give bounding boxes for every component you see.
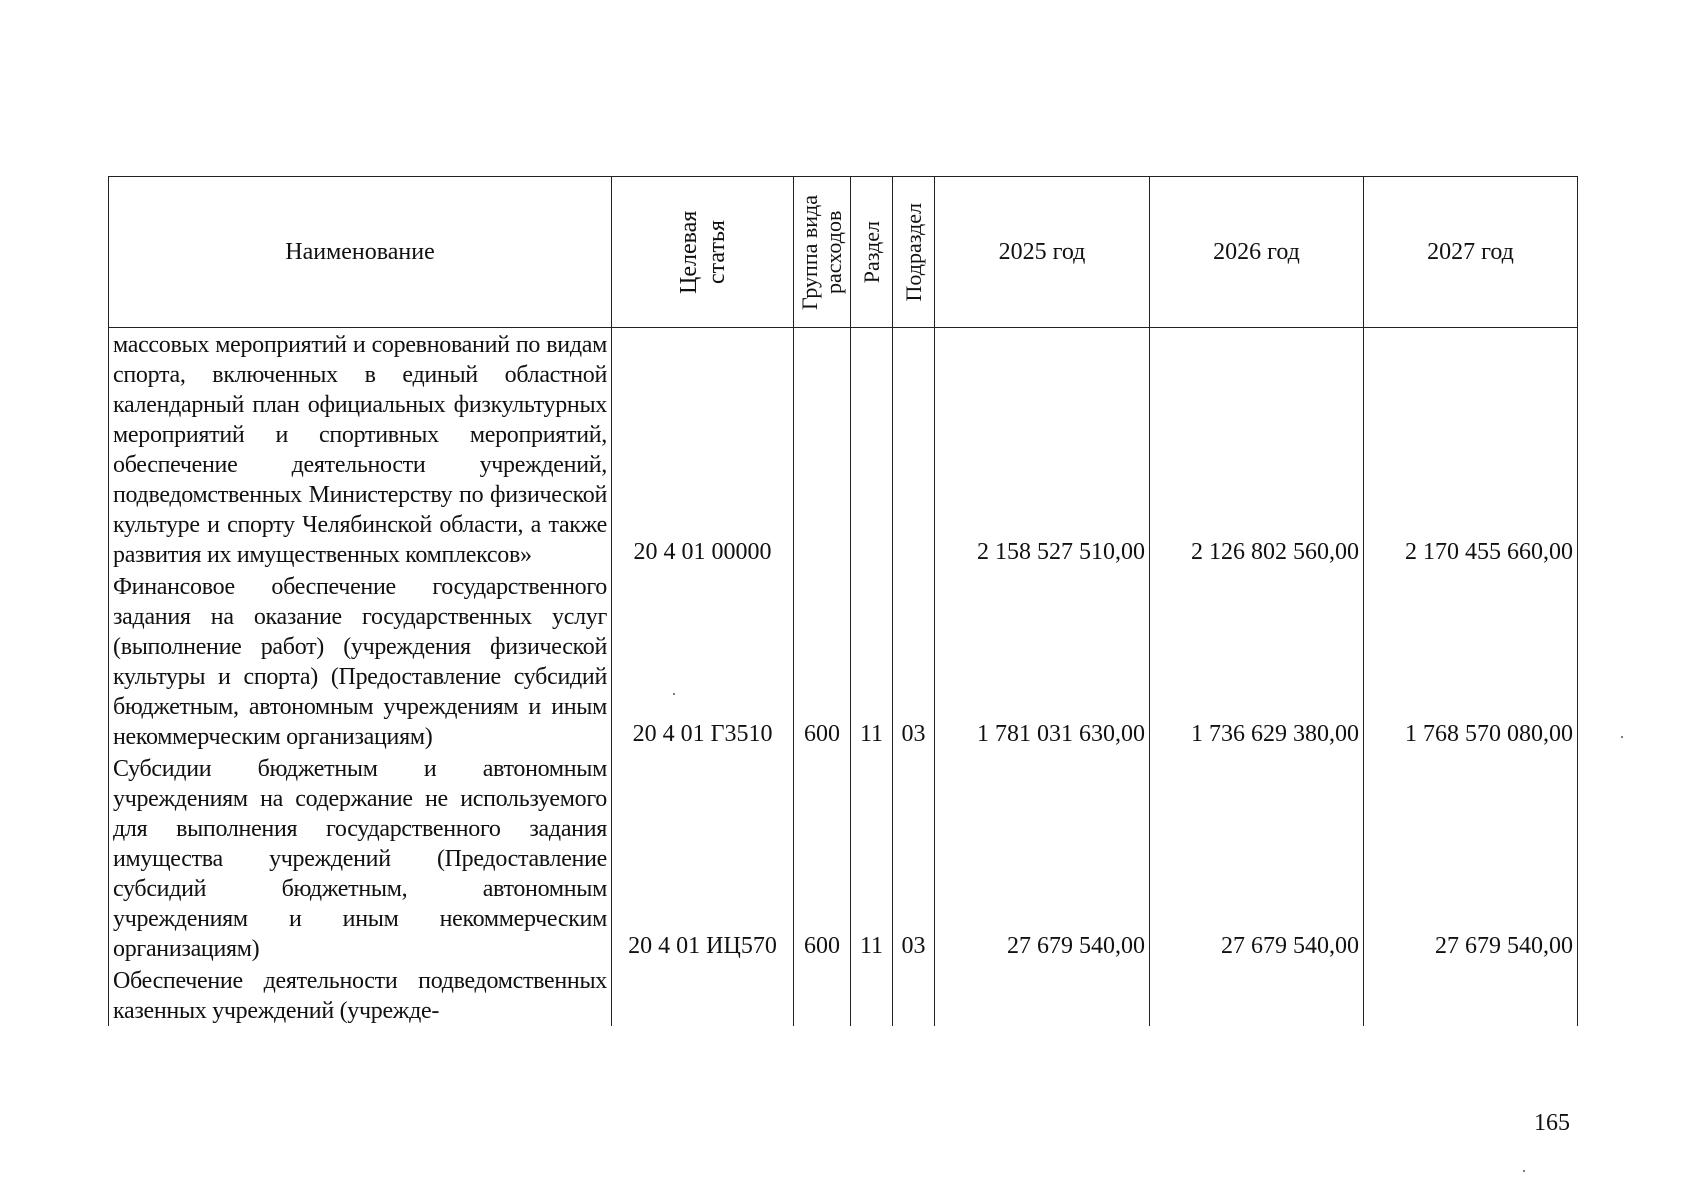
header-target-label: Целевая статья [675, 210, 730, 294]
row-2026 [1150, 964, 1364, 1026]
scan-speck [1621, 736, 1623, 738]
row-name: Субсидии бюджетным и автономным учреждениям на содержание не используемого для выполнения государственного задания имущества учреждений (Предоставление субсидий бюджетным, автономным учреждениям и иным некоммерческим организациям) [109, 752, 612, 964]
header-section [851, 177, 893, 328]
header-2026: 2026 год [1150, 177, 1364, 328]
table-row [109, 328, 1578, 571]
table-row [109, 964, 1578, 1026]
row-target: 20 4 01 ИЦ570 [612, 752, 794, 964]
row-section: 11 [851, 570, 893, 752]
row-name: Обеспечение деятельности подведомственных казенных учреждений (учрежде- [109, 964, 612, 1026]
row-section [851, 964, 893, 1026]
table-row [109, 752, 1578, 964]
row-2025 [935, 964, 1150, 1026]
header-section-label: Раздел [858, 220, 884, 284]
row-2027: 2 170 455 660,00 [1364, 328, 1578, 571]
header-subsection [893, 177, 935, 328]
row-section [851, 328, 893, 571]
row-target: 20 4 01 00000 [612, 328, 794, 571]
row-2026: 27 679 540,00 [1150, 752, 1364, 964]
page-number: 165 [1534, 1110, 1570, 1136]
header-group [794, 177, 851, 328]
row-2027: 1 768 570 080,00 [1364, 570, 1578, 752]
table-row [109, 570, 1578, 752]
row-name: Финансовое обеспечение государственного задания на оказание государственных услуг (выполнение работ) (учреждения физической культуры и спорта) (Предоставление субсидий бюджетным, автономным учреждениям и иным некоммерческим организациям) [109, 570, 612, 752]
row-target: 20 4 01 Г3510 [612, 570, 794, 752]
budget-table [108, 176, 1578, 1026]
header-2027: 2027 год [1364, 177, 1578, 328]
row-group [794, 328, 851, 571]
header-name: Наименование [109, 177, 612, 328]
row-2025: 2 158 527 510,00 [935, 328, 1150, 571]
header-2025: 2025 год [935, 177, 1150, 328]
row-2026: 2 126 802 560,00 [1150, 328, 1364, 571]
row-section: 11 [851, 752, 893, 964]
row-name: массовых мероприятий и соревнований по видам спорта, включенных в единый областной календарный план официальных физкультурных мероприятий и спортивных мероприятий, обеспечение деятельности учреждений, подведомственных Министерству по физической культуре и спорту Челябинской области, а также развития их имущественных комплексов» [109, 328, 612, 571]
row-subsection: 03 [893, 570, 935, 752]
row-group: 600 [794, 752, 851, 964]
row-target [612, 964, 794, 1026]
row-subsection [893, 328, 935, 571]
header-target [612, 177, 794, 328]
row-group: 600 [794, 570, 851, 752]
row-subsection [893, 964, 935, 1026]
row-2027 [1364, 964, 1578, 1026]
row-subsection: 03 [893, 752, 935, 964]
row-2025: 27 679 540,00 [935, 752, 1150, 964]
header-group-label: Группа вида расходов [797, 194, 846, 310]
row-2025: 1 781 031 630,00 [935, 570, 1150, 752]
scan-speck [1523, 1170, 1525, 1172]
row-2027: 27 679 540,00 [1364, 752, 1578, 964]
row-2026: 1 736 629 380,00 [1150, 570, 1364, 752]
header-row [109, 177, 1578, 328]
scan-speck [673, 693, 675, 695]
row-group [794, 964, 851, 1026]
header-subsection-label: Подраздел [900, 202, 926, 302]
